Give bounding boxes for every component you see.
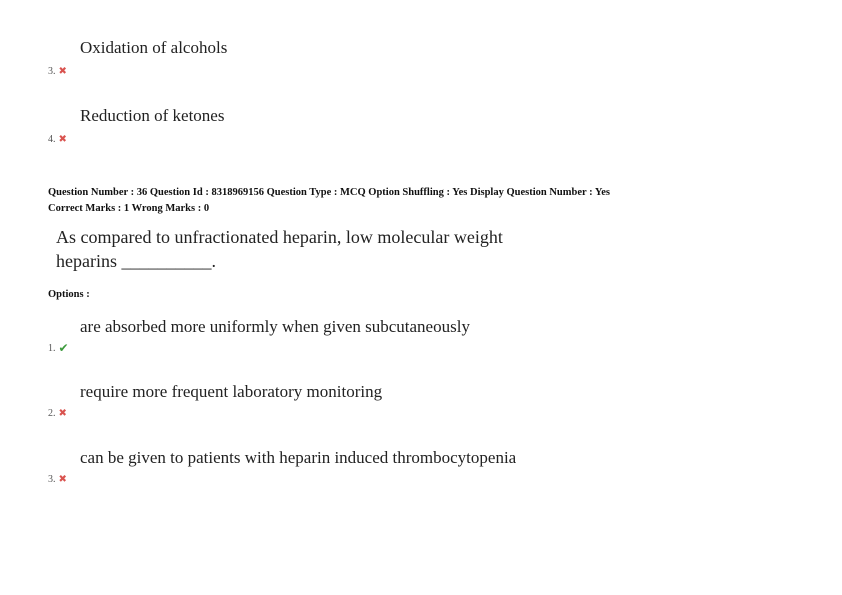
option-text: can be given to patients with heparin induced thrombocytopenia bbox=[80, 448, 517, 467]
option-number: 3. bbox=[48, 66, 56, 77]
correct-check-icon: ✔ bbox=[58, 341, 69, 355]
options-label: Options : bbox=[48, 289, 90, 300]
option-text: Oxidation of alcohols bbox=[80, 38, 228, 57]
option-number-row bbox=[48, 408, 67, 419]
question-stem-line: As compared to unfractionated heparin, low molecular weight bbox=[56, 227, 503, 247]
option-number: 1. bbox=[48, 342, 56, 354]
wrong-mark-icon: ✖ bbox=[58, 66, 67, 77]
option-text: Reduction of ketones bbox=[80, 106, 225, 125]
wrong-mark-icon: ✖ bbox=[58, 134, 67, 145]
option-number: 4. bbox=[48, 134, 56, 145]
wrong-mark-icon: ✖ bbox=[58, 408, 67, 419]
option-text: require more frequent laboratory monitoring bbox=[80, 382, 383, 401]
option-number-row bbox=[48, 474, 67, 485]
question-meta: Question Number : 36 Question Id : 8318969156 Question Type : MCQ Option Shuffling : Yes Display Question Number : Yes bbox=[48, 187, 611, 198]
option-number-row bbox=[48, 134, 67, 145]
option-text: are absorbed more uniformly when given subcutaneously bbox=[80, 317, 470, 336]
wrong-mark-icon: ✖ bbox=[58, 474, 67, 485]
question-stem bbox=[56, 225, 536, 273]
option-number-row bbox=[48, 341, 69, 355]
question-stem-line: heparins __________. bbox=[56, 251, 216, 271]
option-number: 3. bbox=[48, 474, 56, 485]
option-number-row bbox=[48, 66, 67, 77]
option-number: 2. bbox=[48, 408, 56, 419]
question-marks: Correct Marks : 1 Wrong Marks : 0 bbox=[48, 203, 210, 214]
